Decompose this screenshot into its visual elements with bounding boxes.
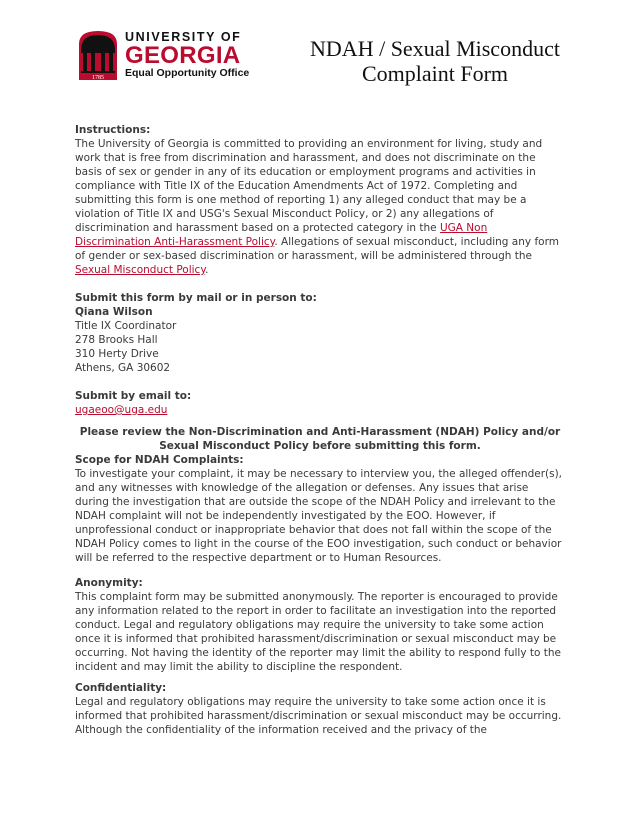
arch-logo-icon: [78, 30, 118, 82]
uga-logo: [78, 30, 253, 86]
logo-office: Equal Opportunity Office: [125, 67, 250, 79]
scope-text: To investigate your complaint, it may be necessary to interview you, the alleged offender(s), and any witnesses with knowledge of the allegation or defenses. Any issues that arise during the investigation that are outside the scope of the NDAH Policy and irrelevant to the NDAH complaint will not be independently investigated by the EOO. However, if unprofessional conduct or inappropriate behavior that does not fall within the scope of the NDAH Policy comes to light in the course of the EOO investigation, such conduct or behavior will be referred to the respective department or to Human Resources.: [75, 468, 563, 564]
instructions-text: [75, 137, 565, 277]
instructions-text-part: . Allegations of sexual misconduct, including any form of gender or sex-based discrimination or harassment, will be administered through the: [75, 236, 559, 262]
address-line-1: 278 Brooks Hall: [75, 334, 158, 346]
anonymity-text: This complaint form may be submitted anonymously. The reporter is encouraged to provide any information related to the report in order to facilitate an investigation into the reported conduct. Legal and regulatory obligations may require the university to take some action once it is informed that prohibited harassment/discrimination or sexual misconduct may be occurring. Not having the identity of the reporter may limit the ability to respond fully to the incident and may limit the ability to discipline the respondent.: [75, 591, 562, 673]
address-city: Athens, GA 30602: [75, 362, 171, 374]
logo-georgia: GEORGIA: [125, 42, 241, 69]
policy-notice: Please review the Non-Discrimination and Anti-Harassment (NDAH) Policy and/or Sexual Misconduct Policy before submitting this form.: [79, 426, 561, 452]
logo-university: UNIVERSITY OF: [125, 30, 242, 44]
sexual-misconduct-policy-link[interactable]: Sexual Misconduct Policy: [75, 264, 206, 276]
email-heading: Submit by email to:: [75, 390, 192, 402]
page-header: [0, 0, 640, 100]
logo-year: 1785: [92, 75, 104, 81]
confidentiality-section: [75, 681, 565, 737]
scope-section: [75, 453, 565, 565]
coordinator-role: Title IX Coordinator: [75, 320, 177, 332]
confidentiality-text: Legal and regulatory obligations may require the university to take some action once it is informed that prohibited harassment/discrimination or sexual misconduct may be occurring. Although the confidentiality of the information received and the privacy of the: [75, 696, 562, 736]
instructions-section: [75, 123, 565, 277]
anonymity-heading: Anonymity:: [75, 577, 143, 589]
coordinator-name: Qiana Wilson: [75, 306, 153, 318]
confidentiality-heading: Confidentiality:: [75, 682, 167, 694]
title-line-2: Complaint Form: [361, 61, 509, 86]
address-line-2: 310 Herty Drive: [75, 348, 159, 360]
email-link[interactable]: ugaeoo@uga.edu: [75, 404, 168, 416]
form-title: [290, 36, 580, 86]
anonymity-section: [75, 576, 565, 674]
title-line-1: NDAH / Sexual Misconduct: [310, 36, 560, 61]
instructions-heading: Instructions:: [75, 124, 151, 136]
logo-wordmark: [125, 31, 249, 80]
mail-heading: Submit this form by mail or in person to:: [75, 292, 317, 304]
document-body: [75, 123, 565, 748]
scope-heading: Scope for NDAH Complaints:: [75, 454, 244, 466]
mail-section: [75, 291, 565, 375]
instructions-text-part: .: [205, 264, 209, 276]
ndah-policy-link[interactable]: UGA Non Discrimination Anti-Harassment Policy: [75, 222, 488, 248]
email-section: [75, 389, 565, 417]
instructions-text-part: The University of Georgia is committed to providing an environment for living, study and work that is free from discrimination and harassment, and does not discriminate on the basis of sex or gender in any of its education or employment programs and activities in compliance with Title IX of the Education Amendments Act of 1972. Completing and submitting this form is one method of reporting 1) any alleged conduct that may be a violation of Title IX and USG's Sexual Misconduct Policy, or 2) any allegations of discrimination and harassment based on a protected category in the: [75, 138, 543, 234]
